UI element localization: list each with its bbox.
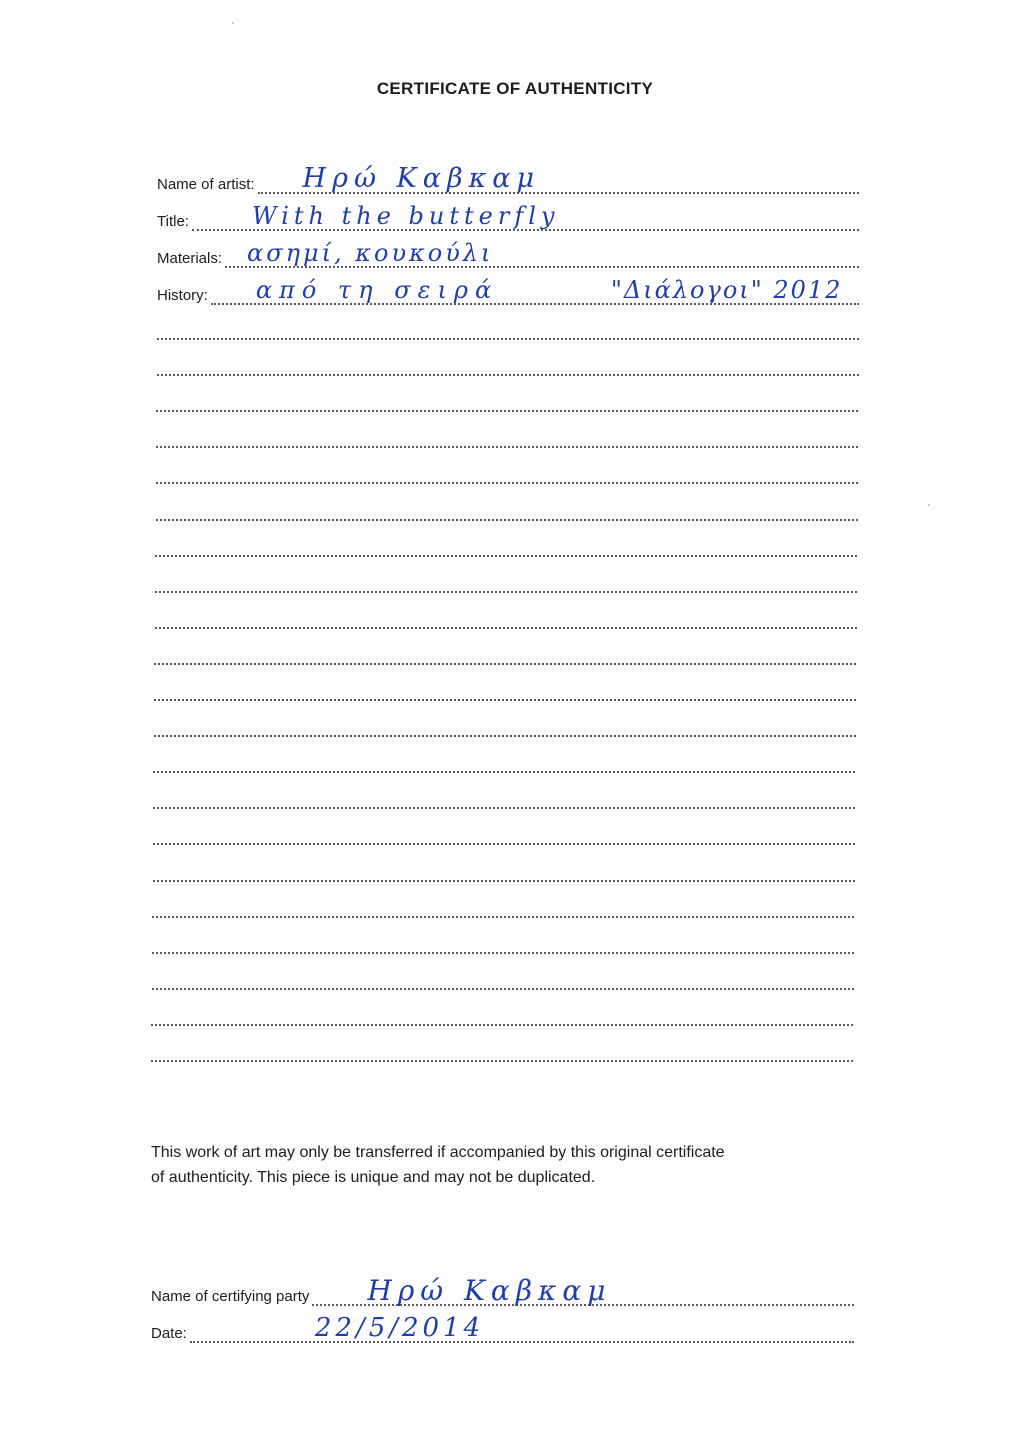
blank-dotted-line (157, 338, 859, 340)
scan-speck (232, 22, 234, 24)
blank-dotted-line (153, 771, 855, 773)
blank-dotted-line (152, 988, 854, 990)
date-label: Date: (151, 1325, 187, 1342)
blank-dotted-line (154, 699, 856, 701)
field-title (157, 202, 859, 231)
notice-line-1: This work of art may only be transferred if accompanied by this original certificate (151, 1144, 725, 1161)
title-label: Title: (157, 213, 189, 230)
blank-dotted-line (156, 446, 858, 448)
blank-dotted-line (155, 591, 857, 593)
certificate-title: CERTIFICATE OF AUTHENTICITY (376, 79, 654, 98)
date-handwriting: 22/5/2014 (314, 1313, 485, 1343)
blank-dotted-line (151, 1060, 853, 1062)
certifying-line (312, 1274, 854, 1307)
blank-dotted-line (154, 735, 856, 737)
blank-dotted-line (153, 880, 855, 882)
blank-dotted-line (155, 555, 857, 557)
blank-dotted-line (153, 843, 855, 845)
blank-dotted-line (156, 410, 858, 412)
blank-dotted-line (157, 374, 859, 376)
artist-line (258, 163, 859, 194)
blank-dotted-line (154, 663, 856, 665)
transfer-notice (151, 1140, 851, 1190)
certifying-label: Name of certifying party (151, 1288, 310, 1305)
title-handwriting: With the butterfly (251, 202, 560, 230)
blank-dotted-line (153, 807, 855, 809)
history-handwriting-2: "Διάλογοι" 2012 (610, 276, 843, 304)
field-date (151, 1313, 854, 1343)
blank-dotted-line (152, 916, 854, 918)
date-line (190, 1313, 854, 1343)
field-history (157, 276, 859, 305)
certifying-handwriting: Ηρώ Καβκαμ (367, 1274, 612, 1307)
history-label: History: (157, 287, 208, 304)
blank-dotted-line (152, 952, 854, 954)
notice-line-2: of authenticity. This piece is unique and may not be duplicated. (151, 1169, 596, 1186)
materials-line (225, 239, 859, 268)
field-certifying-party (151, 1274, 854, 1307)
blank-dotted-line (156, 482, 858, 484)
field-artist (157, 163, 859, 194)
history-handwriting-1: από τη σειρά (255, 276, 499, 304)
blank-dotted-line (155, 627, 857, 629)
blank-dotted-line (156, 519, 858, 521)
field-materials (157, 239, 859, 268)
materials-label: Materials: (157, 250, 223, 267)
artist-handwriting: Ηρώ Καβκαμ (302, 163, 541, 194)
history-line (211, 276, 859, 305)
blank-dotted-line (151, 1024, 853, 1026)
title-line (192, 202, 859, 231)
scan-speck (928, 504, 930, 506)
materials-handwriting: ασημί, κουκούλι (247, 239, 494, 267)
artist-label: Name of artist: (157, 176, 255, 193)
